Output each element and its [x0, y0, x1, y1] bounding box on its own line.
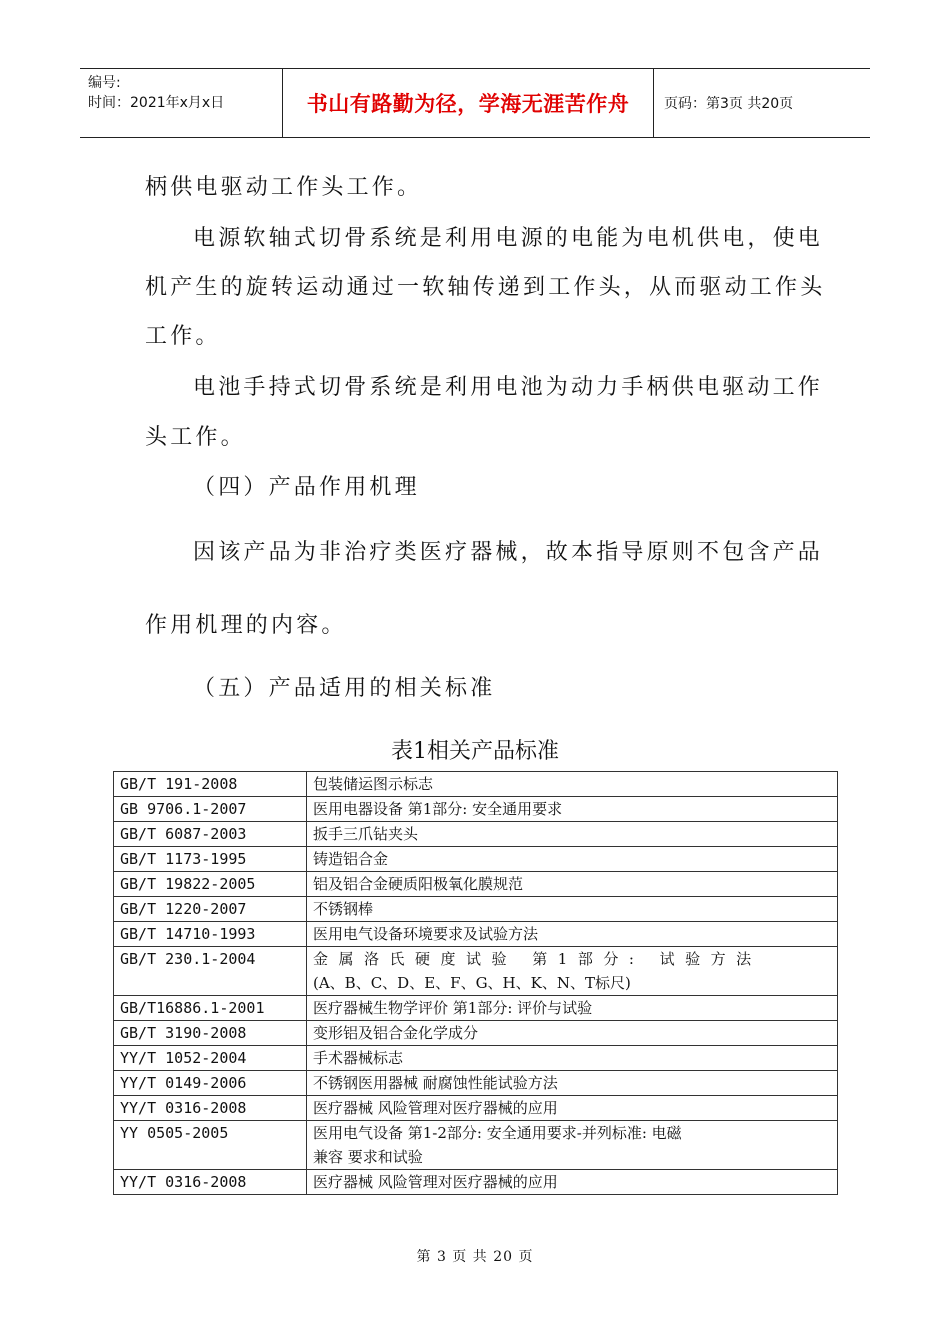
standard-code: YY/T 1052-2004: [114, 1046, 307, 1071]
standard-name: [307, 1121, 838, 1170]
standard-code: GB/T 6087-2003: [114, 822, 307, 847]
standards-table: [113, 771, 838, 1195]
standard-name: 手术器械标志: [307, 1046, 838, 1071]
standard-name-line2: 兼容 要求和试验: [313, 1148, 423, 1166]
page-footer: 第 3 页 共 20 页: [416, 1249, 534, 1265]
paragraph-line: 因该产品为非治疗类医疗器械，故本指导原则不包含产品: [193, 540, 824, 565]
table-row: [114, 822, 838, 847]
table-row: [114, 1046, 838, 1071]
standard-code: YY/T 0149-2006: [114, 1071, 307, 1096]
standard-name: 不锈钢医用器械 耐腐蚀性能试验方法: [307, 1071, 838, 1096]
standard-code: GB/T 1173-1995: [114, 847, 307, 872]
standard-code: GB/T16886.1-2001: [114, 996, 307, 1021]
standard-name: 变形铝及铝合金化学成分: [307, 1021, 838, 1046]
table-row: [114, 897, 838, 922]
standard-code: GB 9706.1-2007: [114, 797, 307, 822]
standard-name: 医疗器械 风险管理对医疗器械的应用: [307, 1096, 838, 1121]
date-label: 时间：2021年x月x日: [88, 95, 225, 111]
standard-code: GB/T 19822-2005: [114, 872, 307, 897]
paragraph-line: 工作。: [145, 324, 221, 349]
section-heading-5: （五）产品适用的相关标准: [193, 676, 496, 701]
standard-name: 医用电气设备环境要求及试验方法: [307, 922, 838, 947]
standard-name: 医疗器械生物学评价 第1部分: 评价与试验: [307, 996, 838, 1021]
standard-name: 包装储运图示标志: [307, 772, 838, 797]
standard-code: GB/T 14710-1993: [114, 922, 307, 947]
standard-name: 不锈钢棒: [307, 897, 838, 922]
number-label: 编号:: [88, 75, 121, 91]
table-row: [114, 1021, 838, 1046]
page-info: 页码：第3页 共20页: [664, 96, 794, 112]
standard-name: 铝及铝合金硬质阳极氧化膜规范: [307, 872, 838, 897]
standard-code: YY/T 0316-2008: [114, 1170, 307, 1195]
standard-name: 医疗器械 风险管理对医疗器械的应用: [307, 1170, 838, 1195]
table-row: [114, 772, 838, 797]
header-meta: [80, 69, 283, 137]
table-row: [114, 872, 838, 897]
standard-name-line2: (A、B、C、D、E、F、G、H、K、N、T标尺): [313, 974, 631, 992]
table-row: [114, 847, 838, 872]
table-row: [114, 1096, 838, 1121]
standard-name: 扳手三爪钻夹头: [307, 822, 838, 847]
table-row: [114, 922, 838, 947]
paragraph-line: 机产生的旋转运动通过一软轴传递到工作头，从而驱动工作头: [145, 275, 826, 300]
motto-text: 书山有路勤为径，学海无涯苦作舟: [306, 92, 630, 116]
standard-name: [307, 947, 838, 996]
header-motto: [283, 69, 654, 137]
standard-code: YY 0505-2005: [114, 1121, 307, 1170]
paragraph-line: 电源软轴式切骨系统是利用电源的电能为电机供电，使电: [193, 226, 824, 251]
standard-code: YY/T 0316-2008: [114, 1096, 307, 1121]
standard-name: 医用电器设备 第1部分: 安全通用要求: [307, 797, 838, 822]
paragraph-line: 电池手持式切骨系统是利用电池为动力手柄供电驱动工作: [193, 375, 824, 400]
standard-name-line1: 金属洛氏硬度试验 第1部分: 试验方法: [313, 950, 762, 968]
table-row: [114, 1121, 838, 1170]
standard-code: GB/T 230.1-2004: [114, 947, 307, 996]
standard-code: GB/T 1220-2007: [114, 897, 307, 922]
standard-code: GB/T 191-2008: [114, 772, 307, 797]
table-caption: 表1相关产品标准: [391, 739, 559, 764]
standard-code: GB/T 3190-2008: [114, 1021, 307, 1046]
section-heading-4: （四）产品作用机理: [193, 475, 420, 500]
paragraph-line: 柄供电驱动工作头工作。: [145, 175, 423, 200]
table-row: [114, 1170, 838, 1195]
page-header: [80, 68, 870, 138]
paragraph-line: 头工作。: [145, 425, 246, 450]
table-row: [114, 1071, 838, 1096]
standard-name: 铸造铝合金: [307, 847, 838, 872]
paragraph-line: 作用机理的内容。: [145, 613, 347, 638]
table-row: [114, 947, 838, 996]
standard-name-line1: 医用电气设备 第1-2部分: 安全通用要求-并列标准: 电磁: [313, 1124, 682, 1142]
table-row: [114, 996, 838, 1021]
table-row: [114, 797, 838, 822]
